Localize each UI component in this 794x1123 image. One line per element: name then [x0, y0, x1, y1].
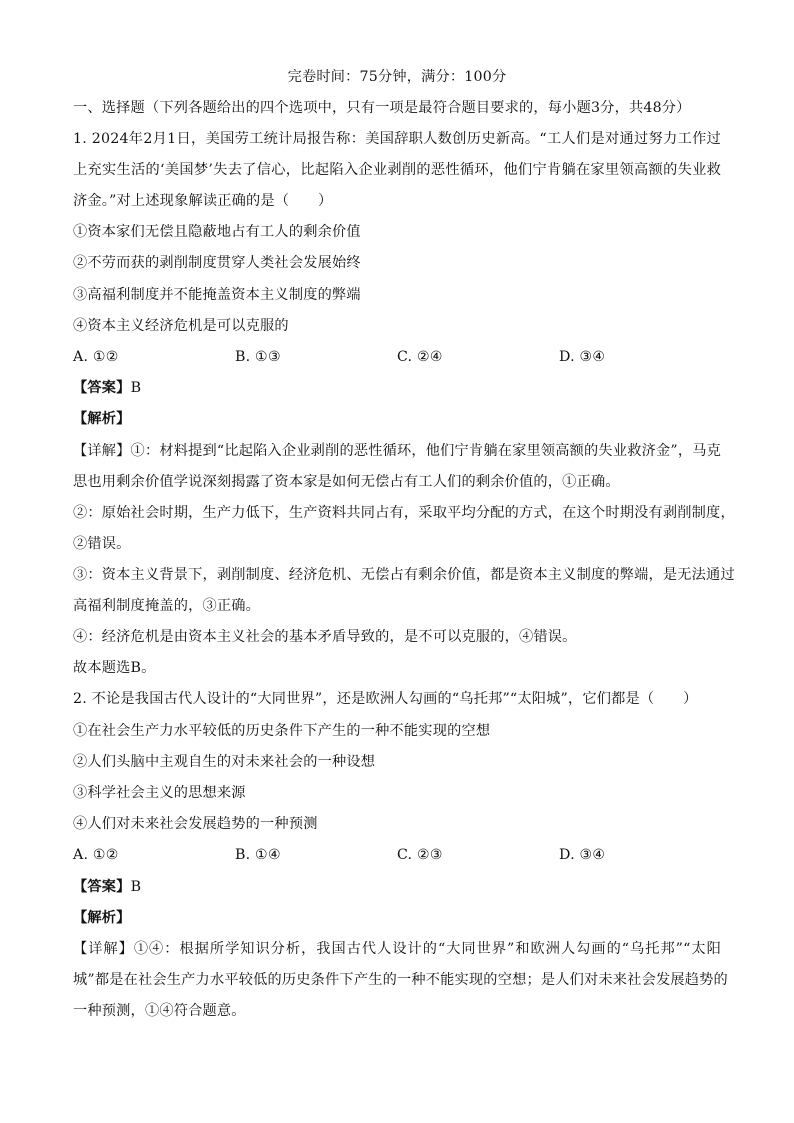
q1-detail-line: 【详解】①：材料提到“比起陷入企业剥削的恶性循环，他们宁肯躺在家里领高额的失业救济金”，马克 [73, 443, 721, 459]
q1-answer [73, 379, 721, 397]
q1-analysis-tag: 【解析】 [73, 411, 131, 427]
q1-statement: ②不劳而获的剥削制度贯穿人类社会发展始终 [73, 255, 361, 271]
q1-option-c: C. ②④ [397, 349, 443, 365]
q2-statement: ①在社会生产力水平较低的历史条件下产生的一种不能实现的空想 [73, 723, 491, 739]
q1-option-b: B. ①③ [235, 349, 281, 365]
exam-header: 完卷时间：75分钟，满分：100分 [287, 69, 507, 85]
q1-detail-line: ③：资本主义背景下，剥削制度、经济危机、无偿占有剩余价值，都是资本主义制度的弊端，是无法通过 [73, 567, 735, 583]
section-title: 一、选择题（下列各题给出的四个选项中，只有一项是最符合题目要求的，每小题3分，共48分） [73, 100, 691, 116]
q2-option-b: B. ①④ [235, 847, 281, 863]
q2-stem-line: 2. 不论是我国古代人设计的“大同世界”，还是欧洲人勾画的“乌托邦”“太阳城”，它们都是（ ） [73, 691, 698, 707]
q2-detail-line: 一种预测，①④符合题意。 [73, 1003, 246, 1019]
q2-statement: ②人们头脑中主观自生的对未来社会的一种设想 [73, 754, 376, 770]
q1-detail-line: 思也用剩余价值学说深刻揭露了资本家是如何无偿占有工人们的剩余价值的，①正确。 [73, 474, 620, 490]
q1-detail-line: 高福利制度掩盖的，③正确。 [73, 598, 261, 614]
q2-detail-line: 城”都是在社会生产力水平较低的历史条件下产生的一种不能实现的空想；是人们对未来社会发展趋势的 [73, 972, 728, 988]
q2-statement: ③科学社会主义的思想来源 [73, 785, 246, 801]
q2-answer-tag: 【答案】 [73, 879, 131, 895]
q1-option-d: D. ③④ [559, 349, 606, 365]
q1-detail-line: ④：经济危机是由资本主义社会的基本矛盾导致的，是不可以克服的，④错误。 [73, 629, 577, 645]
q2-option-d: D. ③④ [559, 847, 606, 863]
q2-statement: ④人们对未来社会发展趋势的一种预测 [73, 816, 318, 832]
q1-option-a: A. ①② [73, 349, 119, 365]
q2-answer [73, 878, 721, 896]
q1-stem-line: 上充实生活的‘美国梦’失去了信心，比起陷入企业剥削的恶性循环，他们宁肯躺在家里领高额的失业救 [73, 162, 721, 178]
q2-options [73, 846, 721, 864]
q1-stem-line: 1. 2024年2月1日，美国劳工统计局报告称：美国辞职人数创历史新高。“工人们是对通过努力工作过 [73, 131, 721, 147]
q2-option-a: A. ①② [73, 847, 119, 863]
q1-statement: ④资本主义经济危机是可以克服的 [73, 318, 289, 334]
q2-answer-value: B [130, 879, 142, 895]
q1-statement: ③高福利制度并不能掩盖资本主义制度的弊端 [73, 287, 361, 303]
q1-options [73, 348, 721, 366]
q2-detail-line: 【详解】①④：根据所学知识分析，我国古代人设计的“大同世界”和欧洲人勾画的“乌托邦”“太阳 [73, 941, 721, 957]
q1-answer-tag: 【答案】 [73, 380, 131, 396]
q1-statement: ①资本家们无偿且隐蔽地占有工人的剩余价值 [73, 224, 361, 240]
q1-answer-value: B [130, 380, 142, 396]
q1-stem-line: 济金。”对上述现象解读正确的是（ ） [73, 193, 333, 209]
q1-detail-line: 故本题选B。 [73, 660, 156, 676]
q2-option-c: C. ②③ [397, 847, 443, 863]
q2-analysis-tag: 【解析】 [73, 910, 131, 926]
q1-detail-line: ②：原始社会时期，生产力低下，生产资料共同占有，采取平均分配的方式，在这个时期没有剥削制度， [73, 505, 735, 521]
q1-detail-line: ②错误。 [73, 536, 131, 552]
